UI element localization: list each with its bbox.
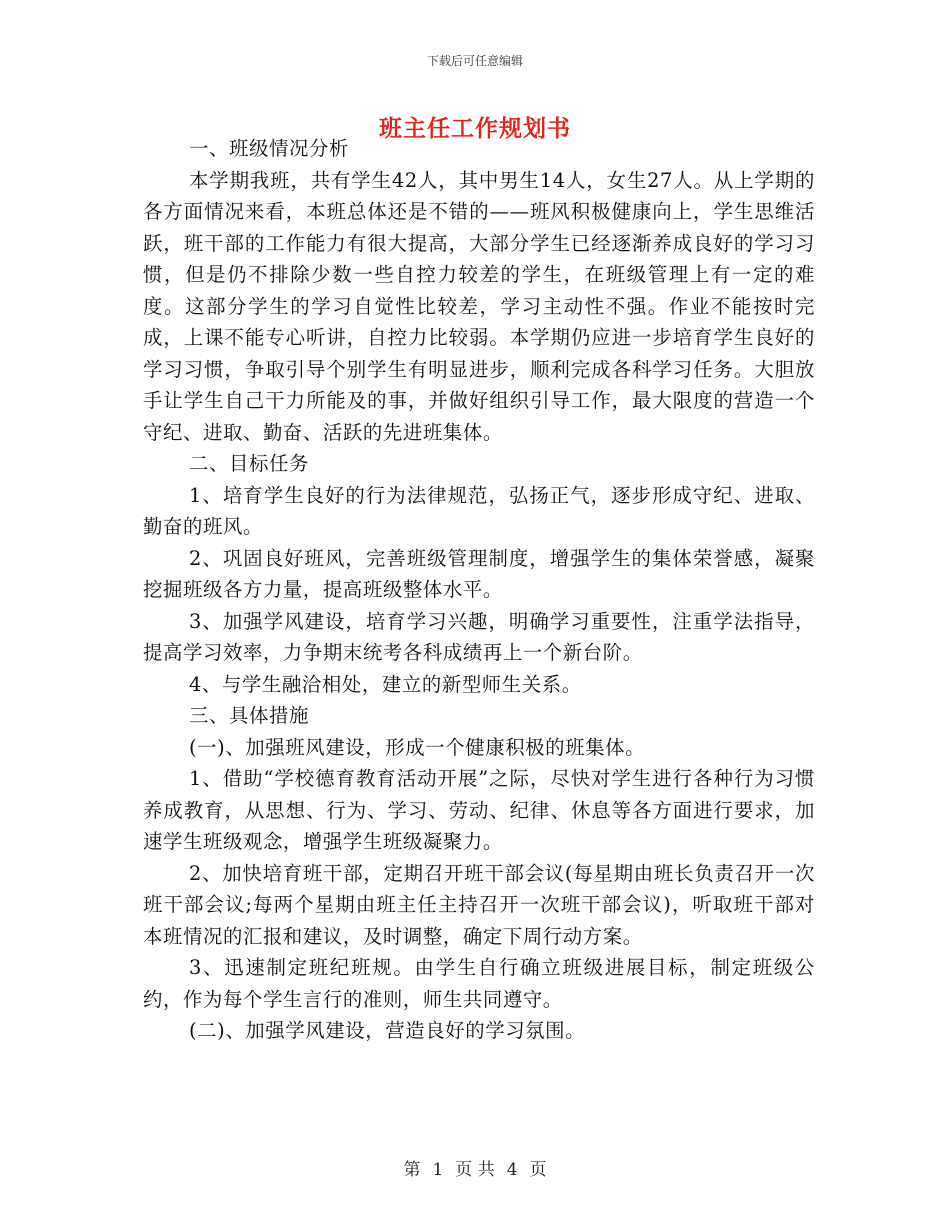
footer-middle: 页 共	[455, 1160, 495, 1180]
list-item: 1、借助“学校德育教育活动开展”之际，尽快对学生进行各种行为习惯养成教育，从思想、行为、学习、劳动、纪律、休息等各方面进行要求，加速学生班级观念，增强学生班级凝聚力。	[143, 767, 815, 853]
body-paragraph: 本学期我班，共有学生42人，其中男生14人，女生27人。从上学期的各方面情况来看，本班总体还是不错的——班风积极健康向上，学生思维活跃，班干部的工作能力有很大提高，大部分学生已经逐渐养成良好的学习习惯，但是仍不排除少数一些自控力较差的学生，在班级管理上有一定的难度。这部分学生的学习自觉性比较差，学习主动性不强。作业不能按时完成，上课不能专心听讲，自控力比较弱。本学期仍应进一步培育学生良好的学习习惯，争取引导个别学生有明显进步，顺利完成各科学习任务。大胆放手让学生自己干力所能及的事，并做好组织引导工作，最大限度的营造一个守纪、进取、勤奋、活跃的先进班集体。	[143, 168, 815, 444]
subsection-heading: (二)、加强学风建设，营造良好的学习氛围。	[189, 1019, 586, 1042]
list-item: 3、迅速制定班纪班规。由学生自行确立班级进展目标，制定班级公约，作为每个学生言行的准则，师生共同遵守。	[143, 956, 815, 1011]
footer-page-number: 1	[432, 1160, 444, 1180]
section-heading: 一、班级情况分析	[189, 137, 349, 160]
page-header-note: 下载后可任意编辑	[426, 54, 523, 68]
list-item: 3、加强学风建设，培育学习兴趣，明确学习重要性，注重学法指导，提高学习效率，力争期末统考各科成绩再上一个新台阶。	[143, 609, 815, 664]
list-item: 4、与学生融洽相处，建立的新型师生关系。	[189, 672, 582, 696]
page-footer	[0, 1155, 950, 1180]
section-heading: 二、目标任务	[189, 452, 309, 475]
footer-prefix: 第	[403, 1160, 421, 1180]
footer-total-pages: 4	[506, 1160, 518, 1180]
document-title: 班主任工作规划书	[379, 116, 571, 142]
section-heading: 三、具体措施	[189, 704, 309, 727]
document-body	[143, 133, 815, 1047]
subsection-heading: (一)、加强班风建设，形成一个健康积极的班集体。	[189, 735, 646, 759]
list-item: 2、加快培育班干部，定期召开班干部会议(每星期由班长负责召开一次班干部会议;每两个星期由班主任主持召开一次班干部会议)，听取班干部对本班情况的汇报和建议，及时调整，确定下周行动方案。	[143, 861, 815, 948]
list-item: 1、培育学生良好的行为法律规范，弘扬正气，逐步形成守纪、进取、勤奋的班风。	[143, 483, 815, 538]
footer-suffix: 页	[529, 1160, 547, 1180]
list-item: 2、巩固良好班风，完善班级管理制度，增强学生的集体荣誉感，凝聚挖掘班级各方力量，提高班级整体水平。	[143, 546, 815, 601]
